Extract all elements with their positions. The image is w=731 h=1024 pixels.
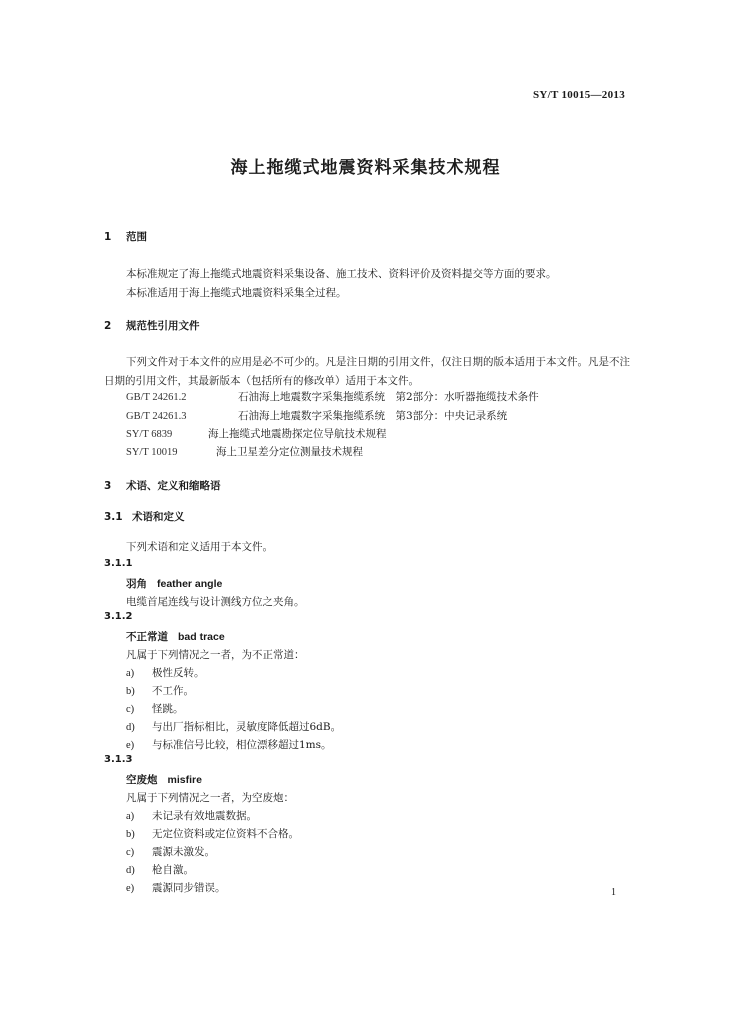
term-definition: 电缆首尾连线与设计测线方位之夹角。	[126, 596, 305, 608]
list-item	[0, 844, 731, 859]
list-item	[0, 665, 731, 680]
section-number: 1	[104, 231, 112, 243]
ref-title: 海上拖缆式地震勘探定位导航技术规程	[208, 428, 387, 440]
term-number: 3.1.2	[104, 611, 133, 622]
list-text: 与出厂指标相比，灵敏度降低超过6dB。	[152, 721, 342, 733]
term-english: misfire	[167, 774, 202, 786]
scope-paragraph-2: 本标准适用于海上拖缆式地震资料采集全过程。	[126, 287, 347, 299]
list-label: e)	[126, 740, 135, 751]
section-1-heading	[0, 229, 731, 244]
list-item	[0, 808, 731, 823]
scope-paragraph-1: 本标准规定了海上拖缆式地震资料采集设备、施工技术、资料评价及资料提交等方面的要求。	[126, 268, 557, 280]
list-text: 未记录有效地震数据。	[152, 810, 257, 822]
list-text: 怪跳。	[152, 703, 184, 715]
section-title: 规范性引用文件	[126, 320, 200, 332]
section-title: 术语、定义和缩略语	[126, 480, 221, 492]
term-number: 3.1.1	[104, 558, 133, 569]
section-number: 2	[104, 320, 112, 332]
ref-code: SY/T 10019	[126, 447, 178, 458]
term-heading	[0, 772, 731, 787]
section-3-heading	[0, 478, 731, 493]
term-lead: 凡属于下列情况之一者，为不正常道：	[126, 649, 305, 661]
list-text: 与标准信号比较，相位漂移超过1ms。	[152, 739, 332, 751]
list-text: 不工作。	[152, 685, 194, 697]
list-item	[0, 719, 731, 734]
list-text: 震源同步错误。	[152, 882, 226, 894]
terms-intro: 下列术语和定义适用于本文件。	[126, 541, 273, 553]
ref-title: 石油海上地震数字采集拖缆系统 第3部分：中央记录系统	[238, 410, 508, 422]
list-label: b)	[126, 686, 135, 697]
term-chinese: 羽角	[126, 578, 147, 590]
subsection-3-1-heading	[0, 509, 731, 524]
list-label: d)	[126, 865, 135, 876]
list-label: a)	[126, 811, 135, 822]
list-text: 震源未激发。	[152, 846, 215, 858]
section-number: 3	[104, 480, 112, 492]
list-label: d)	[126, 722, 135, 733]
list-item	[0, 737, 731, 752]
list-label: c)	[126, 847, 135, 858]
term-heading	[0, 629, 731, 644]
ref-title: 海上卫星差分定位测量技术规程	[216, 446, 363, 458]
section-2-heading	[0, 318, 731, 333]
term-english: bad trace	[178, 631, 225, 643]
term-lead: 凡属于下列情况之一者，为空废炮：	[126, 792, 294, 804]
term-chinese: 不正常道	[126, 631, 168, 643]
ref-code: GB/T 24261.2	[126, 392, 187, 403]
list-item	[0, 880, 731, 895]
list-item	[0, 683, 731, 698]
list-item	[0, 701, 731, 716]
document-title: 海上拖缆式地震资料采集技术规程	[230, 158, 501, 178]
ref-code: GB/T 24261.3	[126, 411, 187, 422]
ref-item	[0, 444, 731, 459]
term-english: feather angle	[157, 578, 223, 590]
ref-title: 石油海上地震数字采集拖缆系统 第2部分：水听器拖缆技术条件	[238, 391, 539, 403]
section-title: 范围	[126, 231, 147, 243]
list-item	[0, 862, 731, 877]
list-text: 枪自激。	[152, 864, 194, 876]
ref-item	[0, 408, 731, 423]
list-item	[0, 826, 731, 841]
list-label: a)	[126, 668, 135, 679]
ref-item	[0, 426, 731, 441]
list-label: b)	[126, 829, 135, 840]
refs-intro-paragraph: 下列文件对于本文件的应用是必不可少的。凡是注日期的引用文件，仅注日期的版本适用于本文件。凡是不注日期的引用文件，其最新版本（包括所有的修改单）适用于本文件。	[104, 356, 630, 387]
page-number: 1	[611, 887, 616, 898]
term-chinese: 空废炮	[126, 774, 158, 786]
ref-code: SY/T 6839	[126, 429, 173, 440]
list-label: c)	[126, 704, 135, 715]
list-text: 无定位资料或定位资料不合格。	[152, 828, 299, 840]
term-number: 3.1.3	[104, 754, 133, 765]
term-heading	[0, 576, 731, 591]
standard-code: SY/T 10015—2013	[532, 89, 625, 101]
subsection-title: 术语和定义	[132, 511, 185, 523]
list-label: e)	[126, 883, 135, 894]
subsection-number: 3.1	[104, 511, 123, 523]
list-text: 极性反转。	[152, 667, 205, 679]
ref-item	[0, 389, 731, 404]
